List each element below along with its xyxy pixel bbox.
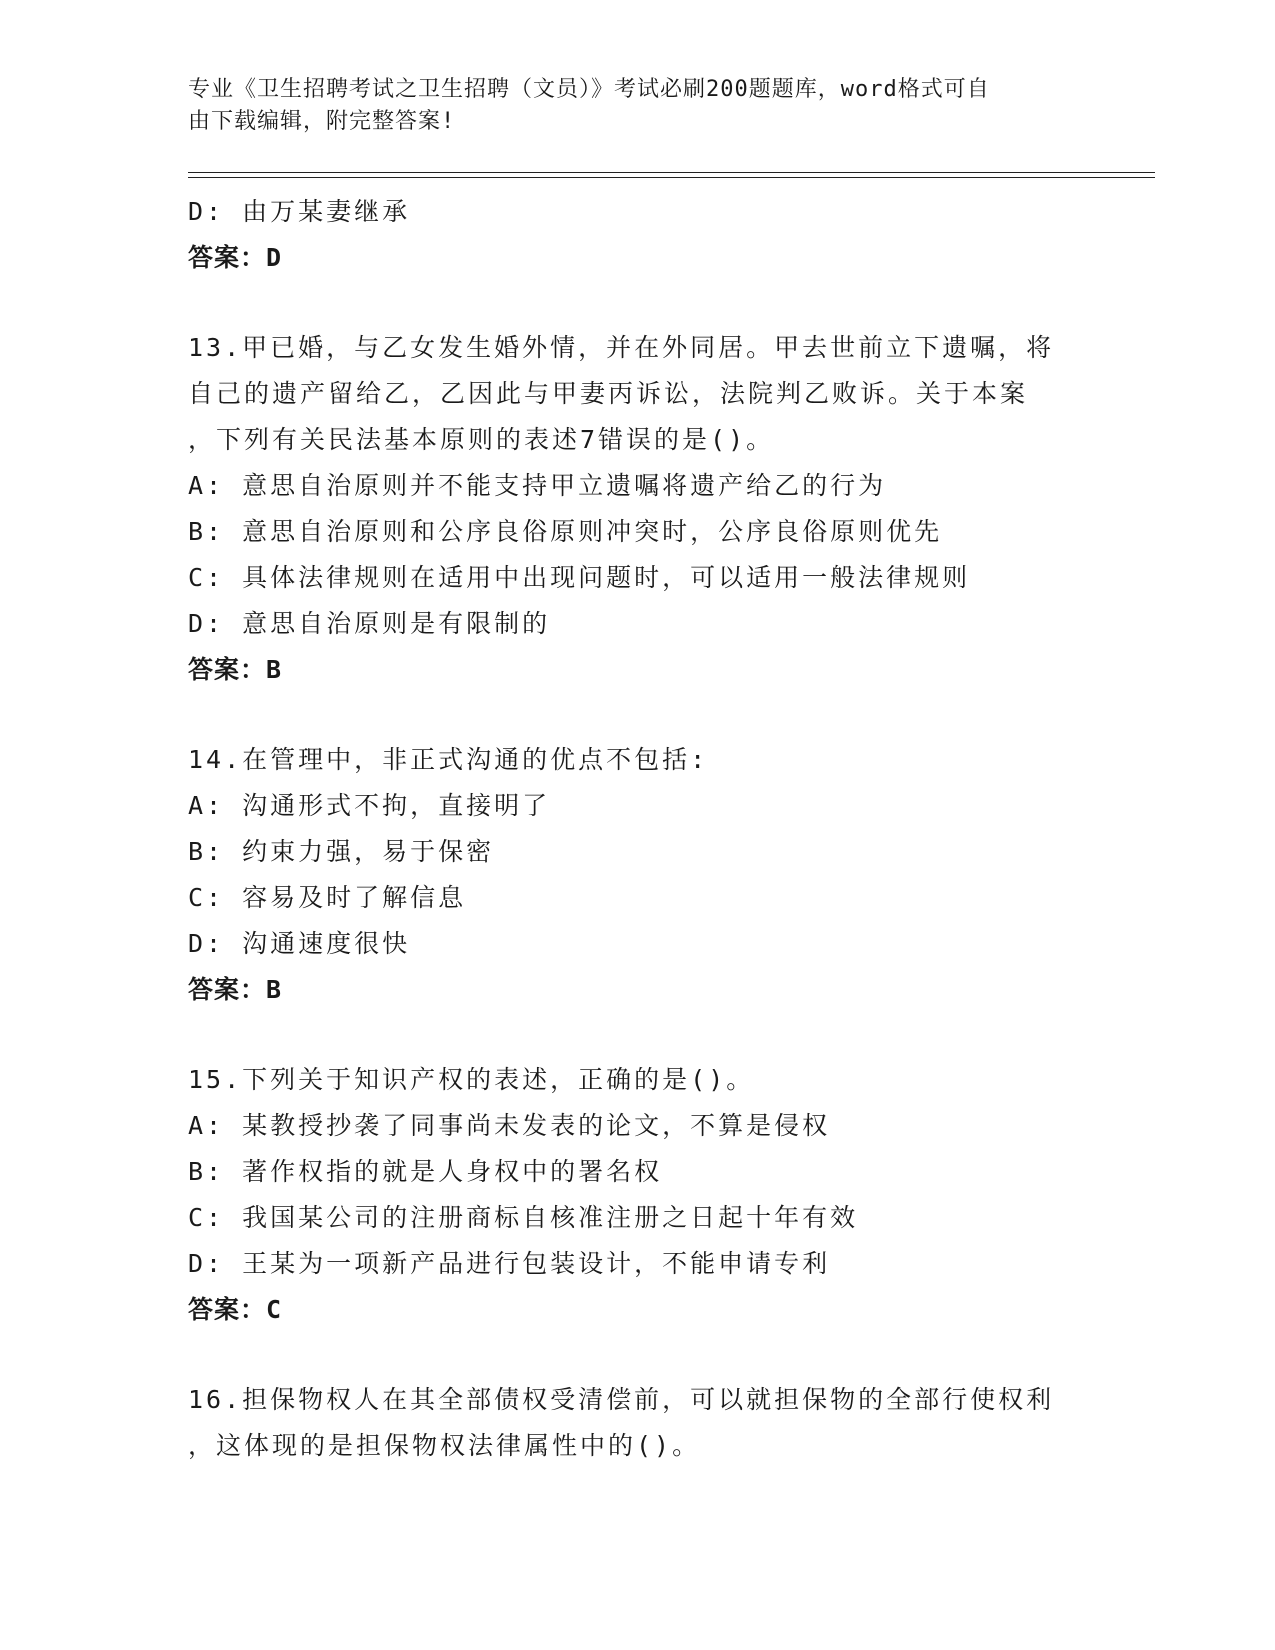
question-text-line: 15.下列关于知识产权的表述，正确的是()。 [188, 1065, 755, 1094]
header-rule-bottom [188, 177, 1155, 178]
header-line-2: 由下载编辑，附完整答案! [188, 109, 456, 134]
option-d: D: 意思自治原则是有限制的 [188, 609, 551, 638]
question-text-line: 16.担保物权人在其全部债权受清偿前，可以就担保物的全部行使权利 [188, 1385, 1055, 1414]
option-c: C: 具体法律规则在适用中出现问题时，可以适用一般法律规则 [188, 563, 971, 592]
question-text-line: 自己的遗产留给乙，乙因此与甲妻丙诉讼，法院判乙败诉。关于本案 [188, 379, 1029, 408]
question-15 [188, 1057, 1088, 1333]
page-header [188, 74, 1068, 138]
option-a: A: 某教授抄袭了同事尚未发表的论文，不算是侵权 [188, 1111, 831, 1140]
header-rule-top [188, 172, 1155, 173]
header-line-1: 专业《卫生招聘考试之卫生招聘（文员）》考试必刷200题题库，word格式可自 [188, 77, 990, 102]
block-gap [188, 281, 1088, 325]
question-text-line: 14.在管理中，非正式沟通的优点不包括: [188, 745, 709, 774]
option-b: B: 著作权指的就是人身权中的署名权 [188, 1157, 663, 1186]
question-13 [188, 325, 1088, 693]
option-a: A: 沟通形式不拘，直接明了 [188, 791, 551, 820]
option-c: C: 容易及时了解信息 [188, 883, 467, 912]
answer-line: 答案：D [188, 243, 283, 272]
question-content [188, 189, 1088, 1469]
option-b: B: 约束力强，易于保密 [188, 837, 495, 866]
option-d: D: 沟通速度很快 [188, 929, 411, 958]
option-b: B: 意思自治原则和公序良俗原则冲突时，公序良俗原则优先 [188, 517, 943, 546]
option-a: A: 意思自治原则并不能支持甲立遗嘱将遗产给乙的行为 [188, 471, 887, 500]
question-text-line: ，这体现的是担保物权法律属性中的()。 [188, 1431, 701, 1460]
question-block [188, 189, 1088, 281]
question-text-line: ，下列有关民法基本原则的表述7错误的是()。 [188, 425, 775, 454]
answer-line: 答案：C [188, 1295, 283, 1324]
question-14 [188, 737, 1088, 1013]
question-16 [188, 1377, 1088, 1469]
option-c: C: 我国某公司的注册商标自核准注册之日起十年有效 [188, 1203, 859, 1232]
option-line: D: 由万某妻继承 [188, 197, 411, 226]
option-d: D: 王某为一项新产品进行包装设计，不能申请专利 [188, 1249, 831, 1278]
question-text-line: 13.甲已婚，与乙女发生婚外情，并在外同居。甲去世前立下遗嘱，将 [188, 333, 1055, 362]
block-gap [188, 1333, 1088, 1377]
block-gap [188, 693, 1088, 737]
answer-line: 答案：B [188, 975, 283, 1004]
answer-line: 答案：B [188, 655, 283, 684]
block-gap [188, 1013, 1088, 1057]
